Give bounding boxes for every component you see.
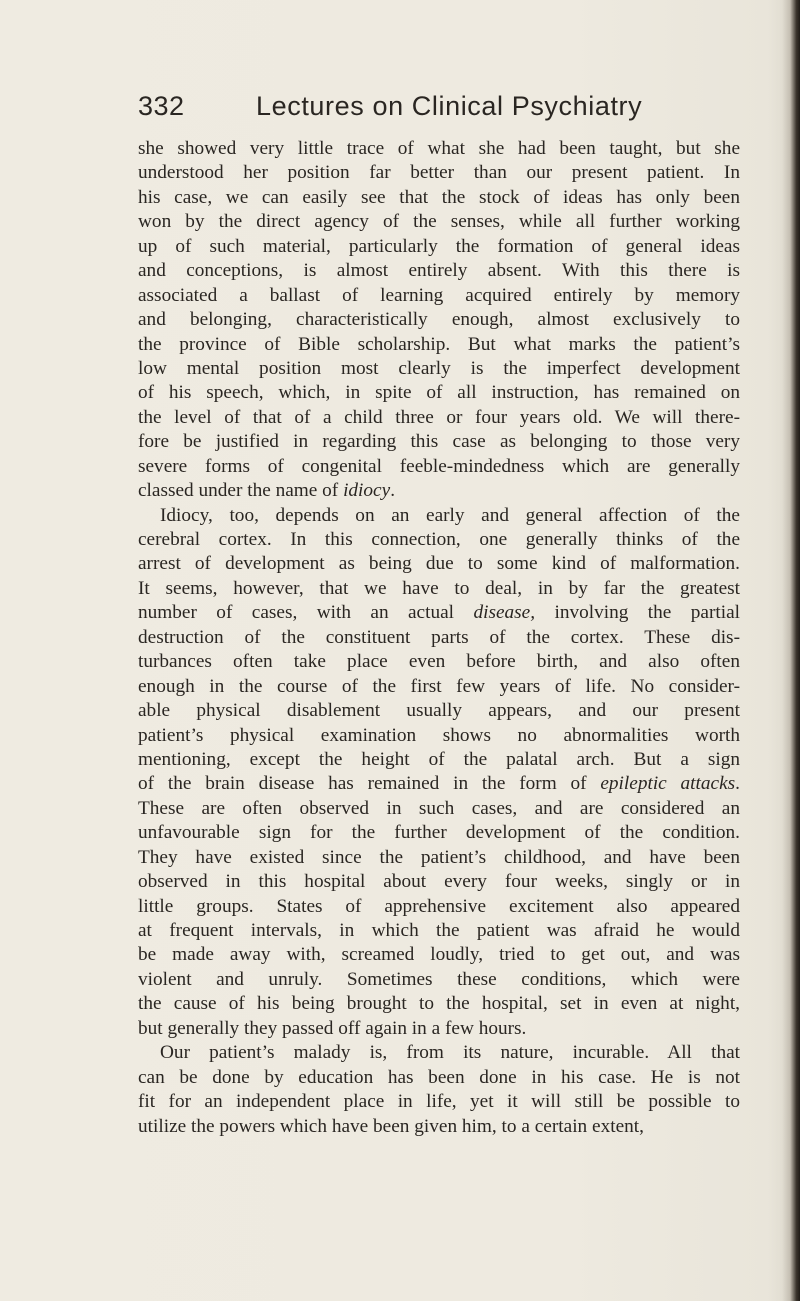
line-text: arrest of development as being due to some kind of malformation.	[138, 553, 740, 575]
text-line	[138, 846, 740, 870]
line-text: the cause of his being brought to the hospital, set in even at night,	[138, 993, 740, 1015]
body-text	[138, 137, 740, 1139]
line-text: of the brain disease has remained in the form of	[138, 773, 601, 795]
line-text: low mental position most clearly is the imperfect development	[138, 357, 740, 379]
text-line	[138, 577, 740, 601]
text-line	[138, 210, 740, 234]
line-text: associated a ballast of learning acquired entirely by memory	[138, 284, 740, 306]
line-text: little groups. States of apprehensive excitement also appeared	[138, 895, 740, 917]
text-line	[138, 870, 740, 894]
text-line	[138, 650, 740, 674]
line-text: utilize the powers which have been given him, to a certain extent,	[138, 1115, 644, 1137]
line-text: she showed very little trace of what she had been taught, but she	[138, 138, 740, 159]
line-text: the level of that of a child three or four years old. We will there-	[138, 406, 740, 428]
line-text: observed in this hospital about every four weeks, singly or in	[138, 871, 740, 893]
line-text: up of such material, particularly the formation of general ideas	[138, 235, 740, 257]
text-line	[138, 552, 740, 576]
text-line	[138, 968, 740, 992]
text-line	[138, 748, 740, 772]
line-text-after: .	[735, 773, 740, 795]
text-line	[138, 1041, 740, 1065]
text-line	[138, 186, 740, 210]
line-text: severe forms of congenital feeble-mindedness which are generally	[138, 455, 740, 477]
text-line	[138, 455, 740, 479]
text-line	[138, 381, 740, 405]
line-text: mentioning, except the height of the palatal arch. But a sign	[138, 748, 740, 770]
text-line	[138, 601, 740, 625]
text-line	[138, 724, 740, 748]
line-text: cerebral cortex. In this connection, one generally thinks of the	[138, 529, 740, 550]
line-text: unfavourable sign for the further development of the condition.	[138, 822, 740, 844]
line-text: classed under the name of	[138, 480, 344, 502]
text-line	[138, 992, 740, 1016]
line-text: be made away with, screamed loudly, tried to get out, and was	[138, 944, 740, 966]
text-line	[138, 626, 740, 650]
text-line	[138, 259, 740, 283]
text-line	[138, 1115, 740, 1139]
italic-term: disease,	[473, 602, 536, 624]
line-text: the province of Bible scholarship. But what marks the patient’s	[138, 333, 740, 355]
text-line	[138, 308, 740, 332]
line-text: enough in the course of the first few years of life. No consider-	[138, 675, 740, 697]
text-line	[138, 357, 740, 381]
line-text: but generally they passed off again in a few hours.	[138, 1017, 527, 1039]
italic-term: idiocy	[343, 480, 391, 502]
text-line	[138, 504, 740, 528]
line-text: Our patient’s malady is, from its nature, incurable. All that	[160, 1042, 740, 1064]
line-text: destruction of the constituent parts of the cortex. These dis-	[138, 626, 740, 648]
text-line	[138, 1090, 740, 1114]
line-text: violent and unruly. Sometimes these conditions, which were	[138, 968, 740, 990]
line-text: can be done by education has been done in his case. He is not	[138, 1066, 740, 1088]
line-text: fore be justified in regarding this case as belonging to those very	[138, 431, 740, 453]
line-text: number of cases, with an actual	[138, 602, 474, 624]
line-text: able physical disablement usually appears, and our present	[138, 700, 740, 722]
text-line	[138, 137, 740, 161]
line-text: It seems, however, that we have to deal, in by far the greatest	[138, 577, 740, 599]
page-edge-shadow	[782, 0, 800, 1301]
line-text: at frequent intervals, in which the patient was afraid he would	[138, 920, 740, 941]
text-line	[138, 479, 740, 503]
line-text: fit for an independent place in life, yet it will still be possible to	[138, 1091, 740, 1113]
line-text: They have existed since the patient’s childhood, and have been	[138, 846, 740, 868]
running-head: Lectures on Clinical Psychiatry	[256, 91, 643, 121]
text-line	[138, 699, 740, 723]
text-line	[138, 943, 740, 967]
line-text: and conceptions, is almost entirely absent. With this there is	[138, 260, 740, 282]
line-text: turbances often take place even before birth, and also often	[138, 651, 740, 673]
text-line	[138, 333, 740, 357]
text-line	[138, 1017, 740, 1041]
line-text-after: involving the partial	[535, 602, 741, 624]
page-number: 332	[138, 91, 185, 121]
text-line	[138, 430, 740, 454]
line-text: of his speech, which, in spite of all instruction, has remained on	[138, 382, 740, 404]
text-line	[138, 675, 740, 699]
text-line	[138, 161, 740, 185]
text-line	[138, 284, 740, 308]
line-text: patient’s physical examination shows no abnormalities worth	[138, 724, 740, 746]
line-text: These are often observed in such cases, and are considered an	[138, 797, 740, 819]
text-line	[138, 821, 740, 845]
line-text: and belonging, characteristically enough, almost exclusively to	[138, 309, 740, 331]
text-line	[138, 406, 740, 430]
line-text: won by the direct agency of the senses, while all further working	[138, 211, 740, 233]
line-text: his case, we can easily see that the stock of ideas has only been	[138, 186, 740, 208]
text-line	[138, 1066, 740, 1090]
text-line	[138, 919, 740, 943]
page-header	[138, 88, 658, 128]
line-text: understood her position far better than our present patient. In	[138, 162, 740, 184]
text-line	[138, 235, 740, 259]
text-line	[138, 797, 740, 821]
italic-term: epileptic attacks	[600, 773, 736, 795]
line-text: Idiocy, too, depends on an early and general affection of the	[160, 504, 740, 526]
text-line	[138, 528, 740, 552]
line-text-after: .	[390, 480, 396, 502]
text-line	[138, 895, 740, 919]
text-line	[138, 772, 740, 796]
